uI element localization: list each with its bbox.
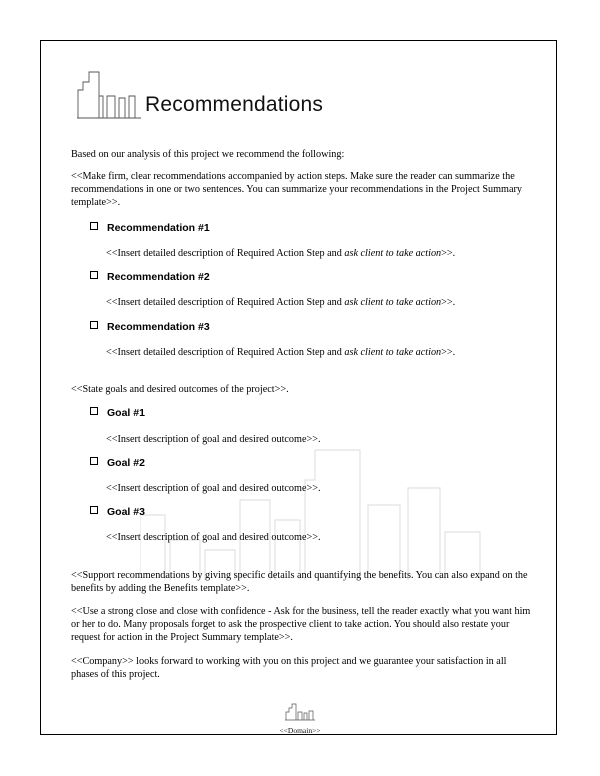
company-paragraph: <<Company>> looks forward to working with you on this project and we guarantee your satisfaction in all phases of this project. (71, 656, 507, 680)
checkbox-icon (90, 457, 98, 465)
checkbox-icon (90, 506, 98, 514)
city-skyline-icon (77, 68, 147, 120)
goal-heading: Goal #2 (90, 457, 145, 470)
goal-description: <<Insert description of goal and desired outcome>>. (106, 483, 321, 494)
instruction-paragraph: <<Make firm, clear recommendations accompanied by action steps. Make sure the reader can summarize the recommendations in one or two sentences. You can summarize your recommendations in the Project Summary template>>. (71, 171, 522, 208)
goals-intro-paragraph: <<State goals and desired outcomes of the project>>. (71, 384, 289, 395)
checkbox-icon (90, 271, 98, 279)
checkbox-icon (90, 321, 98, 329)
footer-domain: <<Domain>> (279, 726, 321, 735)
goal-heading: Goal #1 (90, 407, 145, 420)
checkbox-icon (90, 222, 98, 230)
support-paragraph: <<Support recommendations by giving specific details and quantifying the benefits. You can also expand on the benefits by adding the Benefits template>>. (71, 570, 528, 594)
goal-heading: Goal #3 (90, 506, 145, 519)
intro-paragraph: Based on our analysis of this project we recommend the following: (71, 149, 345, 160)
goal-description: <<Insert description of goal and desired outcome>>. (106, 532, 321, 543)
recommendation-heading: Recommendation #1 (90, 222, 210, 235)
recommendation-description: <<Insert detailed description of Required Action Step and ask client to take action>>. (106, 297, 456, 308)
recommendation-description: <<Insert detailed description of Required Action Step and ask client to take action>>. (106, 248, 456, 259)
page-title: Recommendations (145, 93, 324, 116)
recommendation-description: <<Insert detailed description of Required Action Step and ask client to take action>>. (106, 347, 456, 358)
recommendation-heading: Recommendation #2 (90, 271, 210, 284)
goal-description: <<Insert description of goal and desired outcome>>. (106, 434, 321, 445)
page-footer (272, 703, 328, 735)
checkbox-icon (90, 407, 98, 415)
skyline-watermark-icon (140, 440, 500, 580)
city-skyline-icon (285, 703, 315, 721)
recommendation-heading: Recommendation #3 (90, 321, 210, 334)
close-paragraph: <<Use a strong close and close with confidence - Ask for the business, tell the reader exactly what you want him or her to do. Many proposals forget to ask the prospective client to take action. You should also restate your request for action in the Project Summary template>>. (71, 606, 531, 643)
